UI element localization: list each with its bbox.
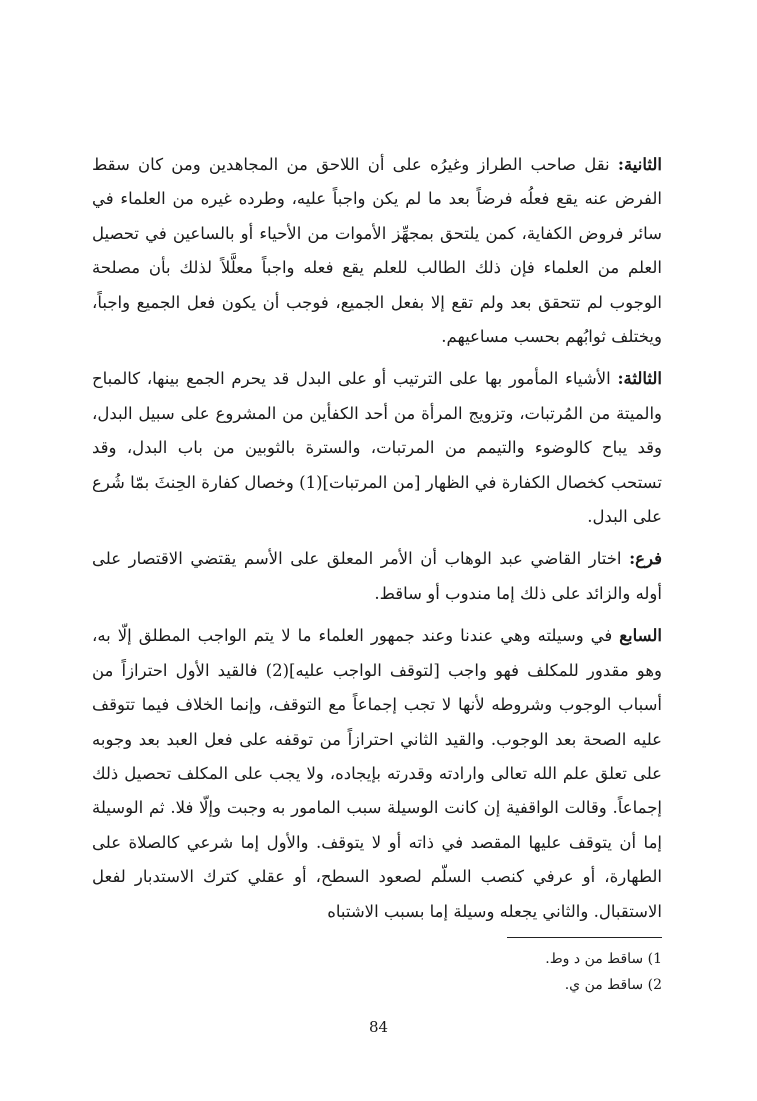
paragraph-body: في وسيلته وهي عندنا وعند جمهور العلماء ما لا يتم الواجب المطلق إلّا به، وهو مقدور للمكلف فهو واجب [لتوقف الواجب عليه](2) فالقيد الأول احترازاً من أسباب الوجوب وشروطه لأنها لا تجب إجماعاً مع التوقف، وإنما الخلاف فيما تتوقف عليه الصحة بعد الوجوب. والقيد الثاني احترازاً من توقفه على فعل العبد بعد وجوبه على تعلق علم الله تعالى وارادته وقدرته بإيجاده، ولا يجب على المكلف تحصيل ذلك إجماعاً. وقالت الواقفية إن كانت الوسيلة سبب المامور به وجبت وإلّا فلا. ثم الوسيلة إما أن يتوقف عليها المقصد في ذاته أو لا يتوقف. والأول إما شرعي كالصلاة على الطهارة، أو عرفي كنصب السلّم لصعود السطح، أو عقلي كترك الاستدبار لفعل الاستقبال. والثاني يجعله وسيلة إما بسبب الاشتباه [92, 626, 662, 921]
paragraph-heading: فرع: [629, 549, 662, 569]
paragraph-heading: الثالثة: [617, 369, 662, 389]
paragraph-body: الأشياء المأمور بها على الترتيب أو على البدل قد يحرم الجمع بينها، كالمباح والميتة من المُرتبات، وتزويج المرأة من أحد الكفأين من المشروع على سبيل البدل، وقد يباح كالوضوء والتيمم من المرتبات، والسترة بالثوبين من باب البدل، وقد تستحب كخصال الكفارة في الظهار [من المرتبات](1) وخصال كفارة الحِنثَ بمّا شُرع على البدل. [92, 369, 662, 527]
page-number: 84 [368, 1018, 389, 1036]
footnote-1: 1) ساقط من د وط. [545, 951, 662, 967]
paragraph-body: نقل صاحب الطراز وغيرُه على أن اللاحق من المجاهدين ومن كان سقط الفرض عنه يقع فعلُه فرضاً بعد ما لم يكن واجباً عليه، وطرده غيره من العلماء في سائر فروض الكفاية، كمن يلتحق بمجهِّز الأموات من الأحياء أو بالساعين في تحصيل العلم من العلماء فإن ذلك الطالب للعلم يقع فعله واجباً معلَّلاً لذلك بأن مصلحة الوجوب لم تتحقق بعد ولم تقع إلا بفعل الجميع، فوجب أن يكون فعل الجميع واجباً، ويختلف ثوابُهم بحسب مساعيهم. [92, 155, 662, 347]
paragraph-branch [92, 542, 662, 611]
footnotes [400, 946, 662, 998]
paragraph-body: اختار القاضي عبد الوهاب أن الأمر المعلق على الأسم يقتضي الاقتصار على أوله والزائد على ذلك إما مندوب أو ساقط. [92, 549, 662, 603]
paragraph-third [92, 362, 662, 534]
paragraph-heading: السابع [619, 626, 662, 646]
footnote-2: 2) ساقط من ي. [564, 977, 662, 993]
paragraph-second [92, 148, 662, 354]
paragraph-seventh [92, 619, 662, 929]
paragraph-heading: الثانية: [617, 155, 662, 174]
footnote-divider [507, 937, 662, 938]
main-text [92, 148, 662, 929]
